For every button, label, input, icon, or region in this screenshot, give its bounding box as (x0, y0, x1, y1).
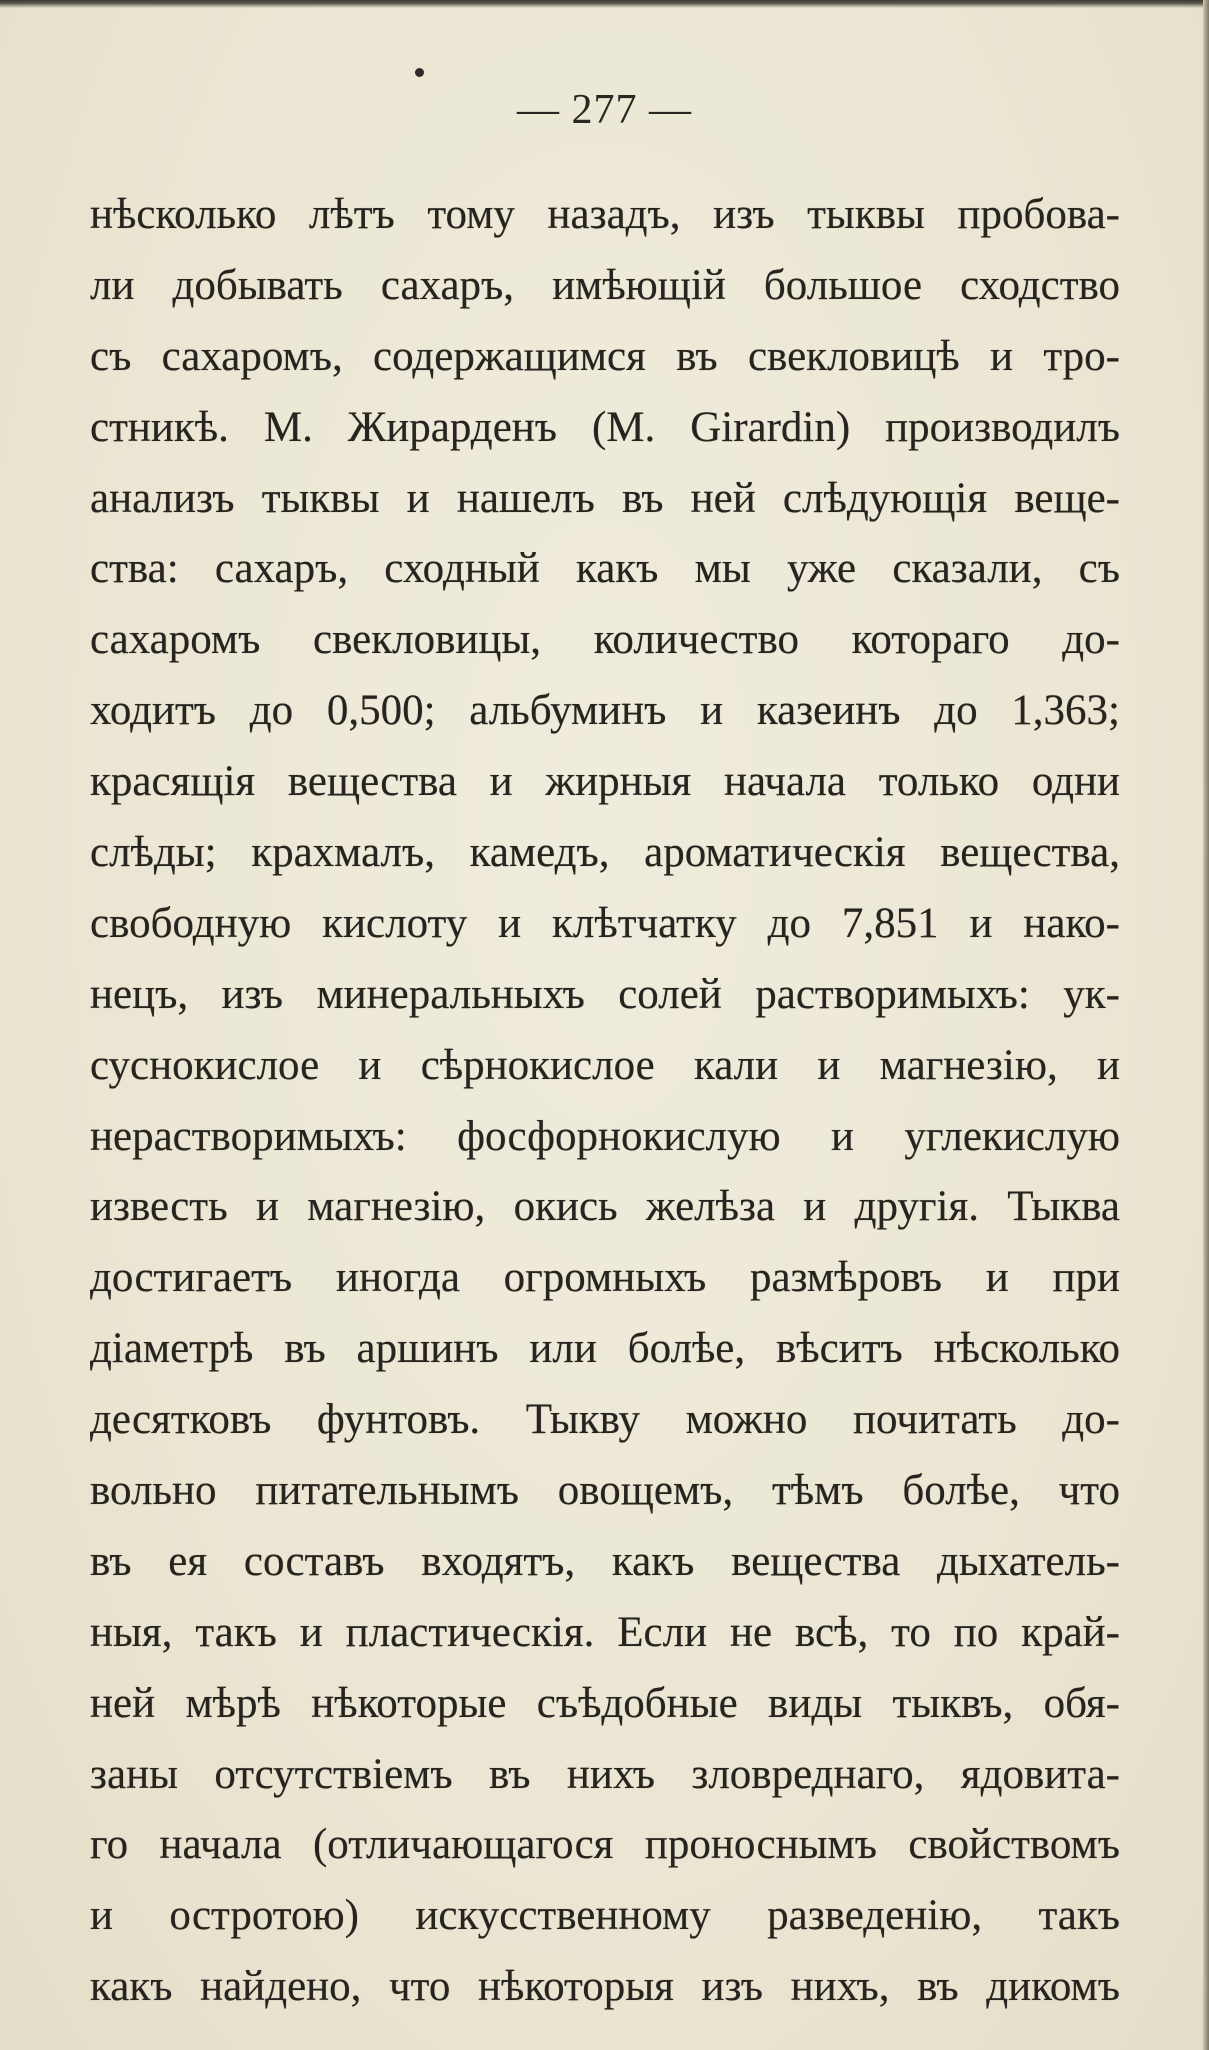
text-line: ли добывать сахаръ, имѣющій большое сходство (90, 261, 1120, 309)
text-line: ходитъ до 0,500; альбуминъ и казеинъ до 1,363; (90, 687, 1120, 735)
text-line: известь и магнезію, окись желѣза и другія. Тыква (90, 1183, 1120, 1231)
body-text (90, 180, 1120, 2023)
ink-speck (415, 68, 424, 77)
text-line: нѣсколько лѣтъ тому назадъ, изъ тыквы пробова- (90, 191, 1120, 238)
text-line: ства: сахаръ, сходный какъ мы уже сказали, съ (90, 545, 1120, 593)
text-line: ныя, такъ и пластическія. Если не всѣ, то по край- (90, 1608, 1120, 1656)
text-line: и остротою) искусственному разведенію, такъ (90, 1892, 1120, 1940)
text-line: красящія вещества и жирныя начала только одни (90, 758, 1120, 806)
text-line: заны отсутствіемъ въ нихъ зловреднаго, ядовита- (90, 1750, 1120, 1798)
page-edge-shadow (1203, 0, 1209, 2050)
text-line: нерастворимыхъ: фосфорнокислую и углекислую (90, 1112, 1120, 1160)
page-number: — 277 — (517, 87, 692, 133)
text-line: суснокислое и сѣрнокислое кали и магнезію, и (90, 1041, 1120, 1089)
text-line: свободную кислоту и клѣтчатку до 7,851 и нако- (90, 899, 1120, 947)
text-line: достигаетъ иногда огромныхъ размѣровъ и при (90, 1254, 1120, 1302)
text-line: съ сахаромъ, содержащимся въ свекловицѣ и тро- (90, 332, 1120, 380)
text-line: слѣды; крахмалъ, камедъ, ароматическія вещества, (90, 829, 1120, 877)
text-line: какъ найдено, что нѣкоторыя изъ нихъ, въ дикомъ (90, 1963, 1120, 2011)
text-line: вольно питательнымъ овощемъ, тѣмъ болѣе, что (90, 1467, 1120, 1515)
text-line: діаметрѣ въ аршинъ или болѣе, вѣситъ нѣсколько (90, 1325, 1120, 1373)
text-line: сахаромъ свекловицы, количество котораго до- (90, 616, 1120, 664)
text-line: десятковъ фунтовъ. Тыкву можно почитать до- (90, 1396, 1120, 1444)
scan-top-edge (0, 0, 1209, 8)
text-line: ней мѣрѣ нѣкоторые съѣдобные виды тыквъ, обя- (90, 1679, 1120, 1727)
text-line: въ ея составъ входятъ, какъ вещества дыхатель- (90, 1537, 1120, 1585)
text-line: стникѣ. М. Жирарденъ (M. Girardin) производилъ (90, 403, 1120, 451)
text-line: анализъ тыквы и нашелъ въ ней слѣдующія веще- (90, 474, 1120, 522)
text-line: нецъ, изъ минеральныхъ солей растворимыхъ: ук- (90, 970, 1120, 1018)
text-line: го начала (отличающагося проноснымъ свойствомъ (90, 1821, 1120, 1869)
